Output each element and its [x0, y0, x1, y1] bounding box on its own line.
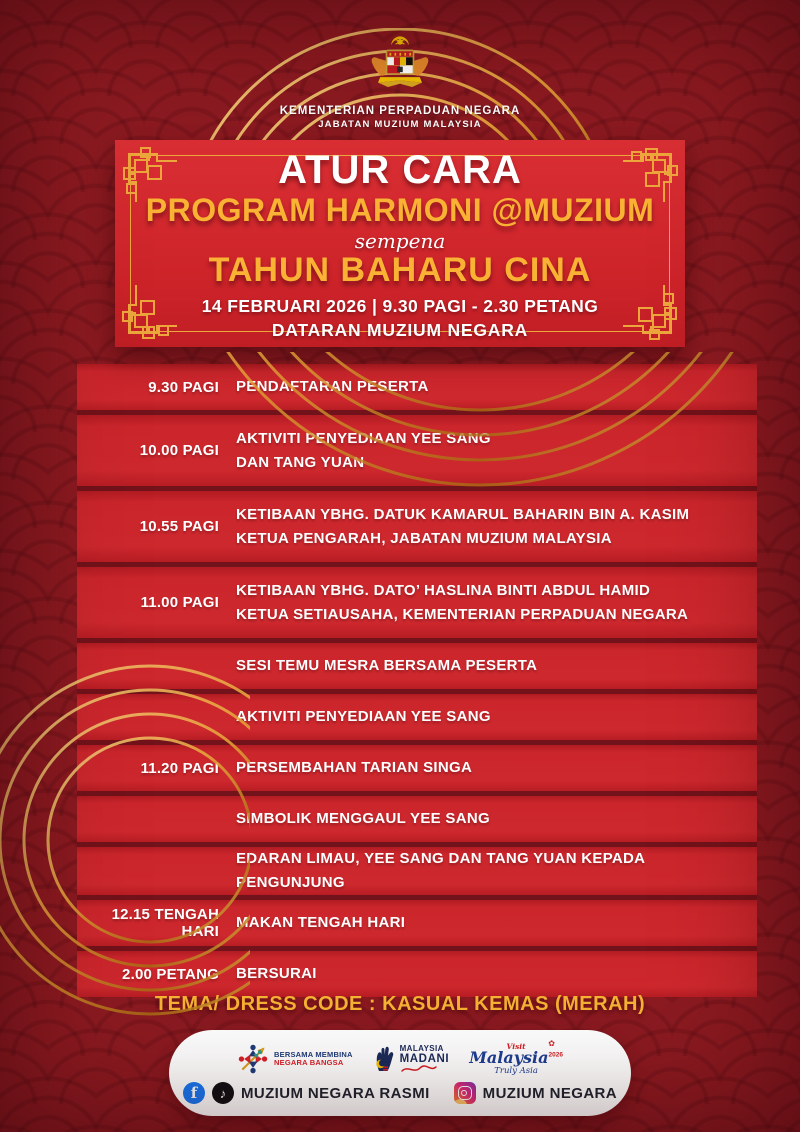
facebook-icon: f	[183, 1082, 205, 1104]
hibiscus-icon: ✿	[548, 1038, 555, 1048]
schedule-row	[77, 364, 757, 410]
schedule-row	[77, 745, 757, 791]
logo-malaysia-madani	[373, 1045, 450, 1073]
logo-row	[237, 1039, 563, 1079]
schedule-time: 12.15 TENGAH HARI	[111, 906, 219, 940]
schedule-description: SESI TEMU MESRA BERSAMA PESERTA	[236, 657, 538, 674]
logo-bersama-membina-negara-bangsa	[237, 1043, 353, 1075]
schedule-description: EDARAN LIMAU, YEE SANG DAN TANG YUAN KEPADA PENGUNJUNG	[236, 850, 645, 891]
social-handle: MUZIUM NEGARA RASMI	[240, 1084, 430, 1102]
schedule-time: 10.55 PAGI	[139, 518, 219, 535]
madani-hand-icon	[373, 1045, 395, 1073]
social-handle: MUZIUM NEGARA	[482, 1084, 618, 1102]
schedule-row	[77, 847, 757, 895]
poster-title: ATUR CARA	[278, 147, 522, 192]
schedule-row	[77, 491, 757, 562]
schedule-description: MAKAN TENGAH HARI	[236, 914, 406, 931]
program-name: PROGRAM HARMONI @MUZIUM	[145, 191, 655, 228]
schedule-description: SIMBOLIK MENGGAUL YEE SANG	[236, 810, 490, 827]
schedule-row	[77, 694, 757, 740]
schedule-time: 11.00 PAGI	[140, 594, 219, 611]
schedule-row	[77, 415, 757, 486]
logo-text: MALAYSIA	[399, 1043, 444, 1053]
logo-text: MADANI	[399, 1053, 450, 1066]
schedule-time: 9.30 PAGI	[148, 378, 219, 396]
schedule-list	[77, 364, 757, 997]
header	[0, 34, 800, 130]
department-name: JABATAN MUZIUM MALAYSIA	[318, 119, 482, 130]
malaysia-coat-of-arms-icon	[367, 34, 433, 96]
schedule-description: BERSURAI	[236, 965, 317, 982]
logo-visit-malaysia-2026	[469, 1038, 563, 1076]
negara-bangsa-star-icon	[237, 1043, 269, 1075]
logo-text: NEGARA BANGSA	[274, 1058, 344, 1067]
schedule-description: AKTIVITI PENYEDIAAN YEE SANG	[236, 708, 491, 725]
title-card	[115, 140, 685, 347]
schedule-description: PERSEMBAHAN TARIAN SINGA	[236, 759, 473, 776]
logo-text: Malaysia	[469, 1048, 549, 1067]
instagram-icon	[454, 1082, 476, 1104]
logo-text: Visit	[506, 1041, 526, 1051]
schedule-description: PENDAFTARAN PESERTA	[236, 378, 429, 395]
connector-word: sempena	[354, 229, 446, 254]
schedule-time: 2.00 PETANG	[122, 965, 219, 983]
ministry-name: KEMENTERIAN PERPADUAN NEGARA	[279, 105, 521, 117]
event-datetime: 14 FEBRUARI 2026 | 9.30 PAGI - 2.30 PETANG	[201, 296, 599, 317]
schedule-row	[77, 567, 757, 638]
schedule-description: AKTIVITI PENYEDIAAN YEE SANG DAN TANG YUAN	[236, 429, 491, 471]
schedule-row	[77, 643, 757, 689]
event-name: TAHUN BAHARU CINA	[208, 251, 592, 290]
schedule-row	[77, 796, 757, 842]
schedule-description: KETIBAAN YBHG. DATO’ HASLINA BINTI ABDUL HAMID KETUA SETIAUSAHA, KEMENTERIAN PERPADUAN NEGARA	[236, 581, 689, 623]
footer-pill	[169, 1030, 631, 1116]
schedule-time: 11.20 PAGI	[140, 759, 219, 777]
logo-text: BERSAMA MEMBINA	[274, 1050, 353, 1060]
logo-text: 2026	[548, 1051, 563, 1059]
schedule-row	[77, 951, 757, 997]
schedule-row	[77, 900, 757, 946]
madani-script-flourish	[400, 1065, 438, 1073]
social-row	[183, 1082, 617, 1104]
schedule-description: KETIBAAN YBHG. DATUK KAMARUL BAHARIN BIN A. KASIM KETUA PENGARAH, JABATAN MUZIUM MALAYSIA	[236, 505, 690, 547]
event-venue: DATARAN MUZIUM NEGARA	[271, 320, 529, 341]
tiktok-icon: ♪	[212, 1082, 234, 1104]
dress-code-line: TEMA/ DRESS CODE : KASUAL KEMAS (MERAH)	[154, 993, 646, 1015]
schedule-time: 10.00 PAGI	[139, 442, 219, 459]
logo-text: Truly Asia	[494, 1066, 538, 1076]
